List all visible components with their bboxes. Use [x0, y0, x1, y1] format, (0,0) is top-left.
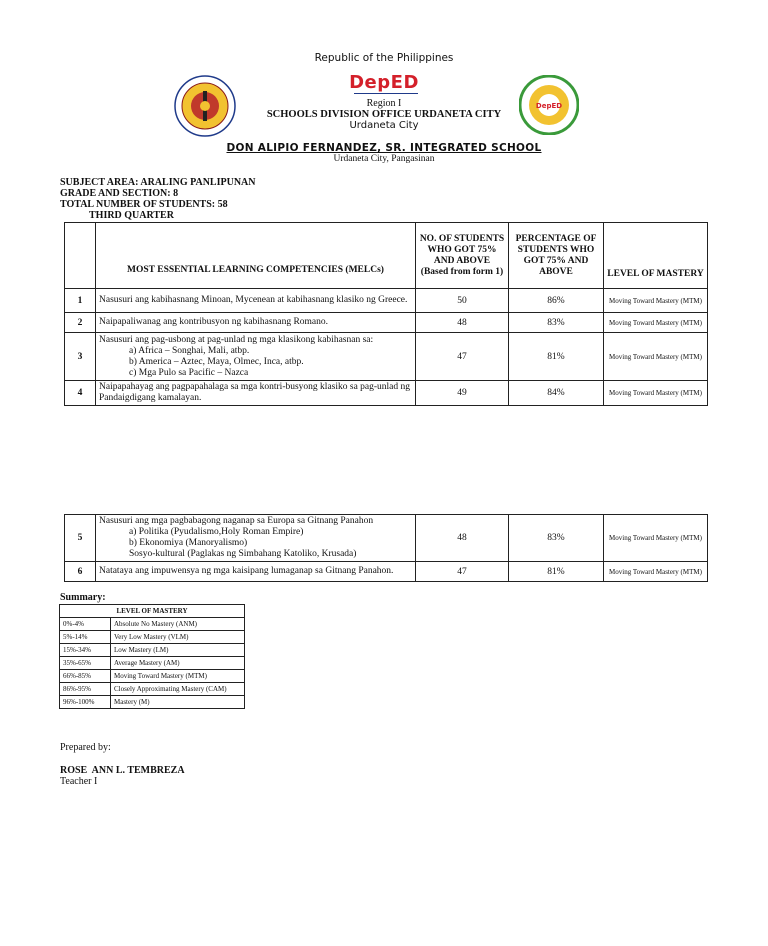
- legend-row: [60, 683, 245, 696]
- row-percent: 83%: [509, 515, 604, 562]
- legend-range: 66%-85%: [60, 670, 111, 683]
- division-label: SCHOOLS DIVISION OFFICE URDANETA CITY: [266, 109, 502, 120]
- row-number: 3: [65, 333, 96, 381]
- legend-row: [60, 618, 245, 631]
- header-percent: PERCENTAGE OF STUDENTS WHO GOT 75% AND ABOVE: [509, 223, 604, 289]
- row-level: Moving Toward Mastery (MTM): [604, 562, 708, 582]
- header-melc: MOST ESSENTIAL LEARNING COMPETENCIES (MELCs): [96, 223, 416, 289]
- republic-label: Republic of the Philippines: [314, 52, 454, 64]
- row-percent: 83%: [509, 313, 604, 333]
- grade-section: GRADE AND SECTION: 8: [60, 188, 179, 199]
- legend-range: 15%-34%: [60, 644, 111, 657]
- row-level: Moving Toward Mastery (MTM): [604, 515, 708, 562]
- deped-logo-text: DepED: [349, 72, 419, 93]
- legend-label: Mastery (M): [111, 696, 245, 709]
- legend-row: [60, 644, 245, 657]
- row-competency-sub: b) Ekonomiya (Manoryalismo): [129, 538, 248, 548]
- row-count: 48: [416, 515, 509, 562]
- row-competency: [96, 333, 416, 381]
- legend-range: 5%-14%: [60, 631, 111, 644]
- row-competency-main: Nasusuri ang mga pagbabagong naganap sa Europa sa Gitnang Panahon: [99, 516, 374, 526]
- row-competency-sub: c) Mga Pulo sa Pacific – Nazca: [129, 367, 249, 378]
- subject-area: SUBJECT AREA: ARALING PANLIPUNAN: [60, 177, 256, 188]
- row-competency: Natataya ang impuwensya ng mga kaisipang lumaganap sa Gitnang Panahon.: [96, 562, 416, 582]
- row-count: 47: [416, 562, 509, 582]
- header-count: NO. OF STUDENTS WHO GOT 75% AND ABOVE (Based from form 1): [416, 223, 509, 289]
- row-count: 49: [416, 381, 509, 406]
- deped-logo: [0, 72, 768, 93]
- row-competency: Naipapaliwanag ang kontribusyon ng kabihasnang Romano.: [96, 313, 416, 333]
- school-name: DON ALIPIO FERNANDEZ, SR. INTEGRATED SCHOOL: [226, 142, 542, 154]
- total-students: TOTAL NUMBER OF STUDENTS: 58: [60, 199, 228, 210]
- row-competency-sub: a) Politika (Pyudalismo,Holy Roman Empire): [129, 527, 304, 537]
- legend-label: Absolute No Mastery (ANM): [111, 618, 245, 631]
- school-seal-text: DepED: [535, 102, 563, 110]
- city-label: Urdaneta City: [349, 120, 419, 131]
- row-number: 2: [65, 313, 96, 333]
- legend-range: 96%-100%: [60, 696, 111, 709]
- row-level: Moving Toward Mastery (MTM): [604, 313, 708, 333]
- row-percent: 86%: [509, 289, 604, 313]
- deped-logo-underline: [354, 93, 418, 94]
- row-count: 48: [416, 313, 509, 333]
- row-count: 47: [416, 333, 509, 381]
- table-row: [65, 562, 708, 582]
- row-competency: Nasusuri ang kabihasnang Minoan, Mycenean at kabihasnang klasiko ng Greece.: [96, 289, 416, 313]
- legend-range: 86%-95%: [60, 683, 111, 696]
- row-percent: 81%: [509, 562, 604, 582]
- table-row: [65, 333, 708, 381]
- legend-row: [60, 657, 245, 670]
- legend-label: Average Mastery (AM): [111, 657, 245, 670]
- header-num: [65, 223, 96, 289]
- header-level: LEVEL OF MASTERY: [604, 223, 708, 289]
- legend-header-row: [60, 605, 245, 618]
- row-competency-sub: b) America – Aztec, Maya, Olmec, Inca, atbp.: [129, 356, 304, 367]
- legend-row: [60, 670, 245, 683]
- row-number: 5: [65, 515, 96, 562]
- row-percent: 84%: [509, 381, 604, 406]
- summary-title: Summary:: [60, 592, 106, 603]
- table-row: [65, 313, 708, 333]
- mastery-legend: [59, 604, 245, 709]
- row-level: Moving Toward Mastery (MTM): [604, 289, 708, 313]
- row-number: 6: [65, 562, 96, 582]
- row-percent: 81%: [509, 333, 604, 381]
- region-label: Region I: [366, 98, 402, 109]
- row-competency: [96, 515, 416, 562]
- table-row: [65, 289, 708, 313]
- legend-row: [60, 696, 245, 709]
- legend-range: 0%-4%: [60, 618, 111, 631]
- row-number: 1: [65, 289, 96, 313]
- legend-label: Closely Approximating Mastery (CAM): [111, 683, 245, 696]
- row-count: 50: [416, 289, 509, 313]
- table-row: [65, 381, 708, 406]
- row-level: Moving Toward Mastery (MTM): [604, 333, 708, 381]
- melc-table-continued: [64, 514, 708, 582]
- row-competency: Naipapahayag ang pagpapahalaga sa mga kontri-busyong klasiko sa pag-unlad ng Pandaigdigang kamalayan.: [96, 381, 416, 406]
- legend-row: [60, 631, 245, 644]
- row-number: 4: [65, 381, 96, 406]
- preparer-position: Teacher I: [60, 776, 98, 787]
- legend-label: Very Low Mastery (VLM): [111, 631, 245, 644]
- quarter-label: THIRD QUARTER: [89, 210, 174, 221]
- row-competency-sub: Sosyo-kultural (Paglakas ng Simbahang Katoliko, Krusada): [129, 549, 357, 559]
- melc-table: [64, 222, 708, 406]
- school-address: Urdaneta City, Pangasinan: [333, 154, 435, 164]
- row-competency-sub: a) Africa – Songhai, Mali, atbp.: [129, 345, 250, 356]
- row-level: Moving Toward Mastery (MTM): [604, 381, 708, 406]
- table-header-row: [65, 223, 708, 289]
- legend-label: Moving Toward Mastery (MTM): [111, 670, 245, 683]
- row-competency-main: Nasusuri ang pag-usbong at pag-unlad ng mga klasikong kabihasnan sa:: [99, 334, 374, 345]
- table-row: [65, 515, 708, 562]
- preparer-name: ROSE ANN L. TEMBREZA: [60, 765, 185, 776]
- prepared-by-label: Prepared by:: [60, 742, 111, 753]
- legend-label: Low Mastery (LM): [111, 644, 245, 657]
- legend-range: 35%-65%: [60, 657, 111, 670]
- legend-header: LEVEL OF MASTERY: [60, 605, 245, 618]
